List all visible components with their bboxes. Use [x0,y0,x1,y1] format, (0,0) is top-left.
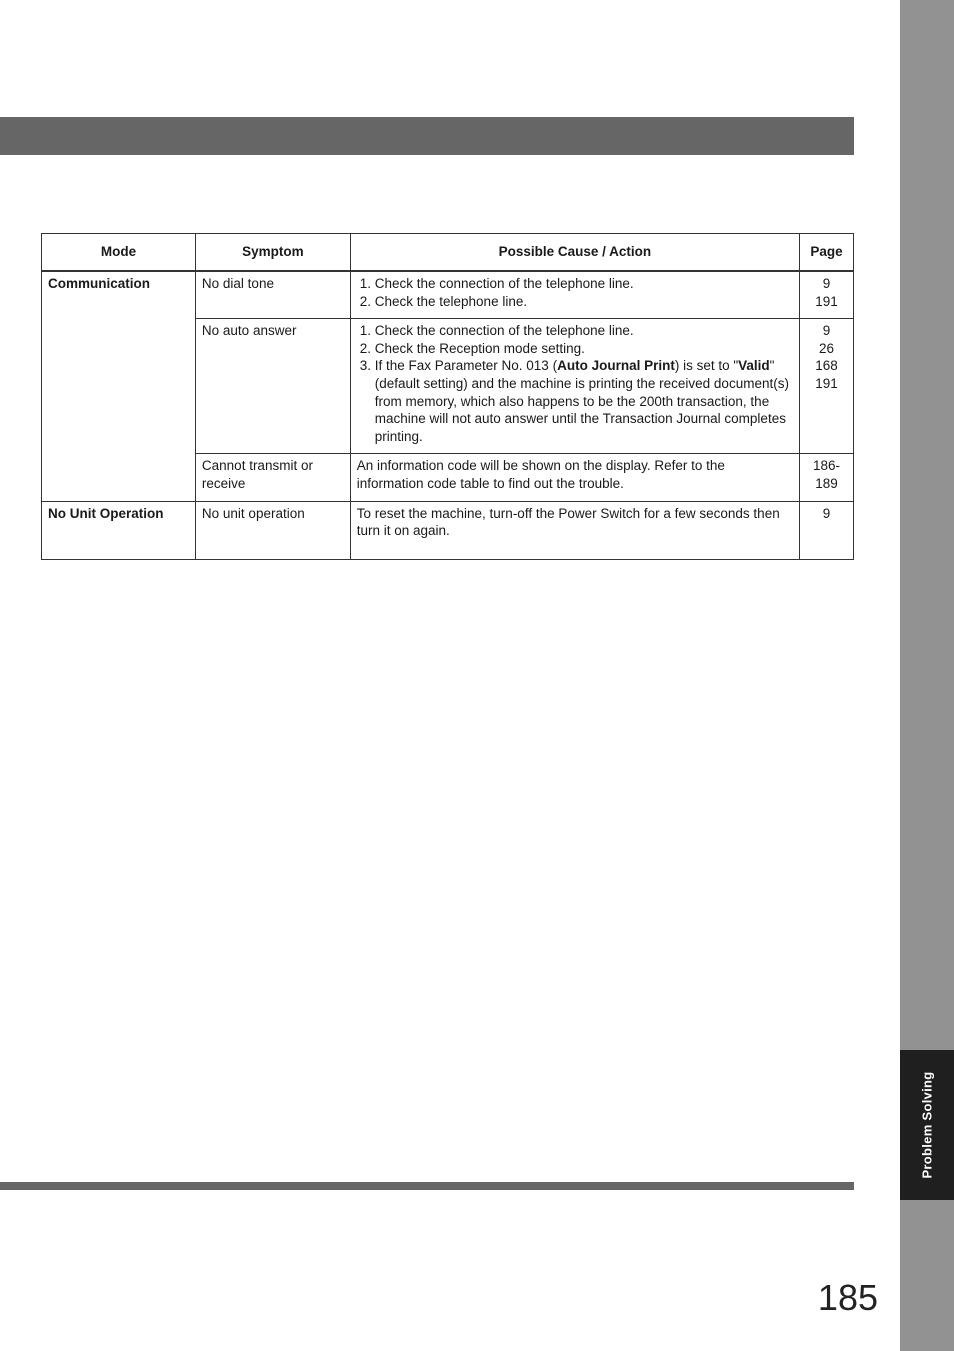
page-number: 185 [817,1277,878,1318]
troubleshooting-table [41,233,854,560]
action-cell: An information code will be shown on the display. Refer to the information code table to find out the trouble. [350,454,799,501]
page-ref: 186- [812,458,841,474]
side-tab-label: Problem Solving [919,1071,935,1179]
page-ref: 26 [818,340,835,356]
page-cell [800,319,854,454]
symptom-cell: Cannot transmit or receive [195,454,350,501]
column-header-symptom: Symptom [195,234,350,272]
page-ref: 191 [815,293,838,309]
page-ref: 9 [822,323,831,339]
action-step: 1. Check the connection of the telephone line. [375,322,793,340]
action-steps [357,275,793,310]
symptom-cell: No dial tone [195,271,350,319]
table-header-row [42,234,854,272]
page-cell [800,271,854,319]
page-ref: 9 [822,276,831,291]
page-ref: 189 [815,475,838,491]
page-cell [800,454,854,501]
parameter-name: Auto Journal Print [557,358,675,374]
symptom-cell: No auto answer [195,319,350,454]
column-header-mode: Mode [42,234,196,272]
action-step: 2. Check the Reception mode setting. [375,340,793,358]
mode-cell: Communication [42,271,196,501]
page-ref: 191 [815,375,838,391]
table-row [42,271,854,319]
action-step: 3. If the Fax Parameter No. 013 (Auto Journal Print) is set to "Valid" (default setting) and the machine is printing the received document(s) from memory, which also happens to be the 200th transaction, the machine will not auto answer until the Transaction Journal completes printing. [375,357,793,445]
table-row [42,501,854,559]
action-cell [350,319,799,454]
action-cell: To reset the machine, turn-off the Power Switch for a few seconds then turn it on again. [350,501,799,559]
page-cell [800,501,854,559]
column-header-page: Page [800,234,854,272]
page-ref: 9 [822,505,831,521]
mode-cell: No Unit Operation [42,501,196,559]
parameter-value: Valid [738,358,770,374]
chapter-header-bar [0,117,854,155]
action-step: 2. Check the telephone line. [375,293,793,311]
action-steps [357,322,793,445]
column-header-cause: Possible Cause / Action [350,234,799,272]
action-step: 1. Check the connection of the telephone line. [375,275,793,293]
footer-bar [0,1182,854,1190]
symptom-cell: No unit operation [195,501,350,559]
page-ref: 168 [815,358,838,374]
action-cell [350,271,799,319]
